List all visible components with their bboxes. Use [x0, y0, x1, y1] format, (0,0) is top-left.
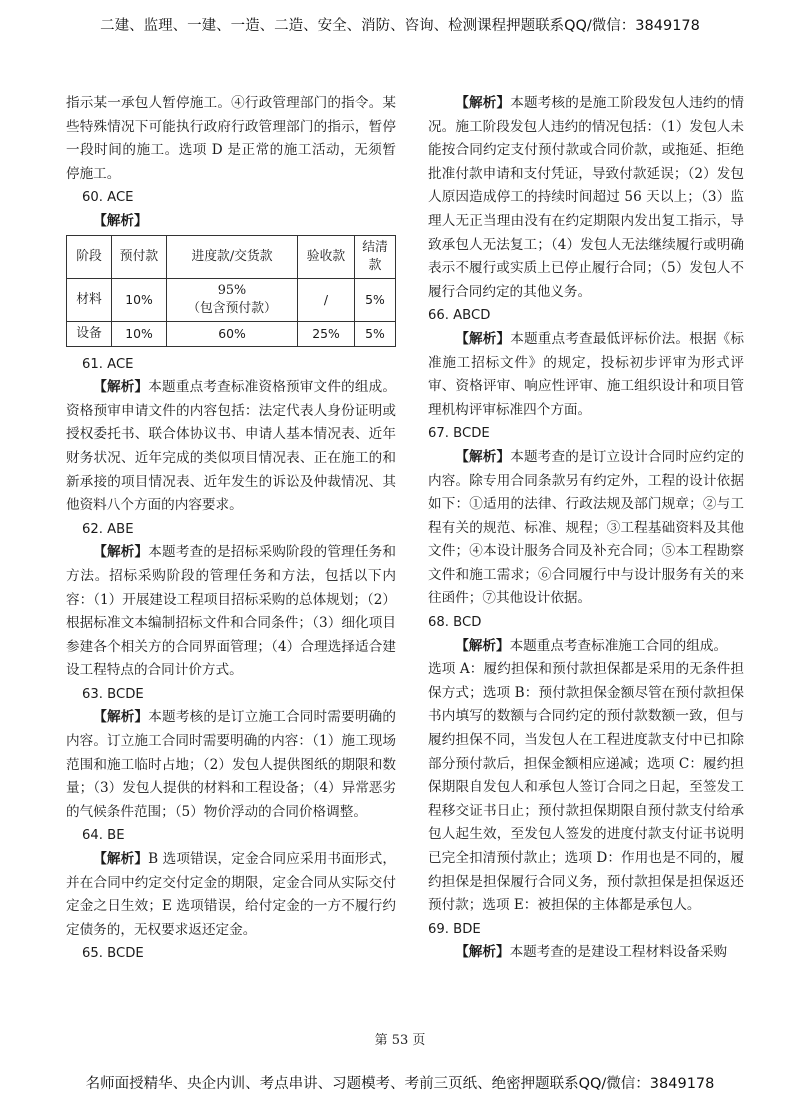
payment-ratio-table	[66, 235, 396, 347]
table-cell: 设备	[67, 321, 112, 346]
q61-explanation-text: 本题重点考查标准资格预审文件的组成。资格预审申请文件的内容包括：法定代表人身份证明或授权委托书、联合体协议书、申请人基本情况表、近年财务状况、近年完成的类似项目情况表、正在施工的和新承接的项目情况表、近年发生的诉讼及仲裁情况、其他资料八个方面的内容要求。	[66, 379, 397, 514]
analysis-tag: 【解析】	[455, 330, 511, 347]
q64-explanation-text: B 选项错误，定金合同应采用书面形式，并在合同中约定交付定金的期限，定金合同从实际交付定金之日生效；E 选项错误，给付定金的一方不履行约定债务的，无权要求返还定金。	[66, 851, 396, 938]
q63-explanation-text: 本题考核的是订立施工合同时需要明确的内容。订立施工合同时需要明确的内容：（1）施工现场范围和施工临时占地；（2）发包人提供图纸的期限和数量；（3）发包人提供的材料和工程设备；（4）异常恶劣的气候条件范围；（5）物价浮动的合同价格调整。	[66, 709, 397, 820]
table-header-cell: 进度款/交货款	[167, 235, 298, 278]
q59-explanation-continued: 指示某一承包人暂停施工。④行政管理部门的指令。某些特殊情况下可能执行政府行政管理部门的指示，暂停一段时间的施工。选项 D 是正常的施工活动，无须暂停施工。	[66, 95, 396, 182]
table-cell: 60%	[167, 321, 298, 346]
q69-explanation	[428, 941, 744, 965]
q60-answer: 60. ACE	[82, 190, 134, 206]
q68-option-analysis: 选项 A：履约担保和预付款担保都是采用的无条件担保方式；选项 B：预付款担保金额尽管在预付款担保书内填写的数额与合同约定的预付款数额一致，但与履约担保不同，当发包人在工程进度款支付中已扣除部分预付款后，担保金额相应递减；选项 C：履约担保期限自发包人和承包人签订合同之日起，至签发工程移交证书日止；预付款担保期限自预付款支付给承包人起生效，至发包人签发的进度付款支付证书说明已完全扣清预付款止；选项 D：作用也是不同的，履约担保是担保履行合同义务，预付款担保是担保返还预付款；选项 E：被担保的主体都是承包人。	[428, 661, 744, 914]
table-cell-value: 95%	[217, 282, 247, 298]
q66-answer: 66. ABCD	[428, 308, 491, 324]
q61-explanation	[66, 376, 396, 518]
table-cell: 材料	[67, 278, 112, 321]
q68-explanation-text: 本题重点考查标准施工合同的组成。	[509, 637, 728, 654]
q65-explanation-text: 本题考核的是施工阶段发包人违约的情况。施工阶段发包人违约的情况包括：（1）发包人未能按合同约定支付预付款或合同价款，或拖延、拒绝批准付款申请和支付凭证，导致付款延误；（2）发包人原因造成停工的持续时间超过 56 天以上；（3）监理人无正当理由没有在约定期限内发出复工指示，导致承包人无法复工；（4）发包人无法继续履行或明确表示不履行或实质上已停止履行合同；（5）发包人不履行合同约定的其他义务。	[428, 95, 745, 300]
q65-explanation	[428, 92, 744, 304]
table-cell: 5%	[355, 278, 396, 321]
analysis-tag: 【解析】	[93, 212, 148, 229]
q66-explanation-text: 本题重点考查最低评标价法。根据《标准施工招标文件》的规定，投标初步评审为形式评审、资格评审、响应性评审、施工组织设计和项目管理机构评审标准四个方面。	[428, 330, 745, 418]
q68-answer: 68. BCD	[428, 615, 482, 631]
q69-explanation-text: 本题考查的是建设工程材料设备采购	[509, 944, 728, 961]
table-header-cell: 预付款	[112, 235, 167, 278]
q65-answer: 65. BCDE	[82, 946, 144, 962]
analysis-tag: 【解析】	[455, 944, 510, 961]
q66-explanation	[428, 328, 744, 422]
table-row	[67, 278, 396, 321]
analysis-tag: 【解析】	[455, 95, 511, 111]
analysis-tag: 【解析】	[93, 709, 149, 726]
q61-answer: 61. ACE	[82, 356, 134, 372]
table-cell: 10%	[112, 321, 167, 346]
q67-answer: 67. BCDE	[428, 426, 490, 442]
q64-explanation	[66, 848, 396, 942]
q62-explanation	[66, 541, 396, 683]
analysis-tag: 【解析】	[455, 448, 511, 465]
q63-answer: 63. BCDE	[82, 686, 144, 702]
table-cell: 10%	[112, 278, 167, 321]
analysis-tag: 【解析】	[93, 544, 149, 561]
table-header-cell: 阶段	[67, 235, 112, 278]
table-header-cell: 验收款	[298, 235, 355, 278]
table-cell-note: （包含预付款）	[187, 300, 277, 316]
q62-answer: 62. ABE	[82, 521, 134, 537]
right-column	[428, 92, 744, 965]
analysis-tag: 【解析】	[93, 851, 149, 868]
q62-explanation-text: 本题考查的是招标采购阶段的管理任务和方法。招标采购阶段的管理任务和方法，包括以下内容：（1）开展建设工程项目招标采购的总体规划；（2）根据标准文本编制招标文件和合同条件；（3）细化项目参建各个相关方的合同界面管理；（4）合理选择适合建设工程特点的合同计价方式。	[66, 544, 397, 679]
table-header-row	[67, 235, 396, 278]
table-row	[67, 321, 396, 346]
table-header-cell: 结清款	[355, 235, 396, 278]
page-number: 第 53 页	[374, 1033, 426, 1048]
table-cell	[167, 278, 298, 321]
left-column	[66, 92, 396, 966]
q69-answer: 69. BDE	[428, 921, 481, 937]
analysis-tag: 【解析】	[455, 637, 510, 654]
table-cell: /	[298, 278, 355, 321]
page-header-banner: 二建、监理、一建、一造、二造、安全、消防、咨询、检测课程押题联系QQ/微信：3849178	[100, 18, 700, 34]
page-footer-banner: 名师面授精华、央企内训、考点串讲、习题模考、考前三页纸、绝密押题联系QQ/微信：3849178	[85, 1076, 715, 1092]
q64-answer: 64. BE	[82, 828, 125, 844]
q68-explanation	[428, 635, 744, 659]
q63-explanation	[66, 706, 396, 824]
table-cell: 5%	[355, 321, 396, 346]
table-cell: 25%	[298, 321, 355, 346]
q60-explanation-tag	[66, 210, 396, 234]
analysis-tag: 【解析】	[93, 379, 149, 396]
q67-explanation	[428, 446, 744, 611]
q67-explanation-text: 本题考查的是订立设计合同时应约定的内容。除专用合同条款另有约定外，工程的设计依据如下：①适用的法律、行政法规及部门规章；②与工程有关的规范、标准、规程；③工程基础资料及其他文件；④本设计服务合同及补充合同；⑤本工程勘察文件和施工需求；⑥合同履行中与设计服务有关的来往函件；⑦其他设计依据。	[428, 448, 745, 607]
